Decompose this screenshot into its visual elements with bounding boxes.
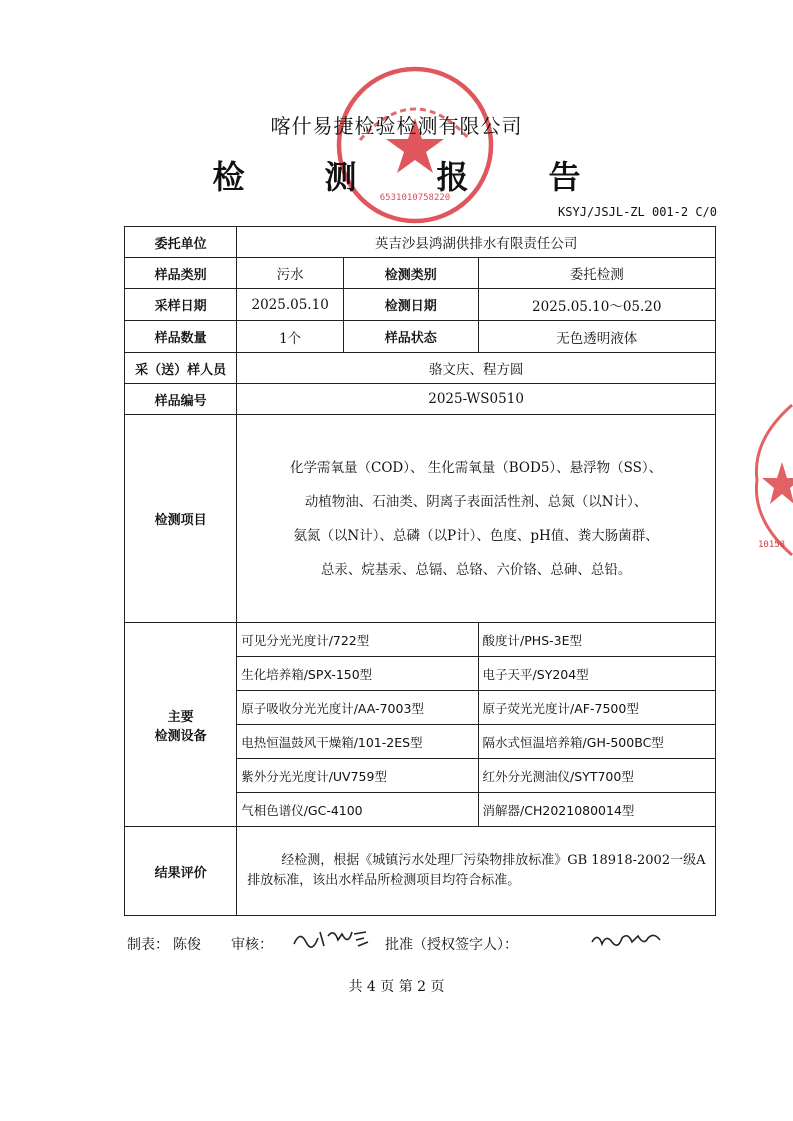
table-row bbox=[125, 353, 716, 384]
partial-seal bbox=[752, 400, 793, 560]
equipment-item: 气相色谱仪/GC-4100 bbox=[237, 793, 478, 827]
company-seal bbox=[330, 60, 500, 230]
client-label: 委托单位 bbox=[125, 227, 237, 258]
approve-label: 批准（授权签字人）： bbox=[385, 937, 518, 953]
qty-label: 样品数量 bbox=[125, 321, 237, 353]
item-line: 氨氮（以N计）、总磷（以P计）、色度、pH值、粪大肠菌群、 bbox=[293, 527, 659, 544]
report-title bbox=[0, 152, 793, 198]
sampler-label: 采（送）样人员 bbox=[125, 353, 237, 384]
prepared-by: 陈俊 bbox=[173, 937, 201, 953]
sampler-value: 骆文庆、程方圆 bbox=[237, 353, 716, 384]
items-label: 检测项目 bbox=[125, 415, 237, 623]
conclusion-label: 结果评价 bbox=[125, 827, 237, 916]
equipment-row bbox=[125, 623, 716, 657]
state-label: 样品状态 bbox=[344, 321, 478, 353]
equipment-item: 消解器/CH2021080014型 bbox=[478, 793, 715, 827]
item-line: 总汞、烷基汞、总镉、总铬、六价铬、总砷、总铅。 bbox=[320, 561, 632, 578]
sample-no-label: 样品编号 bbox=[125, 384, 237, 415]
equipment-item: 生化培养箱/SPX-150型 bbox=[237, 657, 478, 691]
table-row bbox=[125, 258, 716, 289]
equipment-item: 隔水式恒温培养箱/GH-500BC型 bbox=[478, 725, 715, 759]
test-type-value: 委托检测 bbox=[478, 258, 715, 289]
conclusion-text: 经检测，根据《城镇污水处理厂污染物排放标准》GB 18918-2002一级A排放标准，该出水样品所检测项目均符合标准。 bbox=[237, 827, 716, 916]
category-value: 污水 bbox=[237, 258, 344, 289]
table-row bbox=[125, 384, 716, 415]
equipment-item: 可见分光光度计/722型 bbox=[237, 623, 478, 657]
company-name: 喀什易捷检验检测有限公司 bbox=[270, 114, 523, 138]
title-char: 报 bbox=[436, 158, 469, 196]
table-row bbox=[125, 415, 716, 623]
report-table bbox=[124, 226, 716, 916]
title-char: 检 bbox=[212, 158, 245, 196]
equipment-item: 红外分光测油仪/SYT700型 bbox=[478, 759, 715, 793]
test-type-label: 检测类别 bbox=[344, 258, 478, 289]
items-list bbox=[237, 415, 716, 623]
category-label: 样品类别 bbox=[125, 258, 237, 289]
title-char: 测 bbox=[324, 158, 357, 196]
table-row bbox=[125, 289, 716, 321]
equipment-label bbox=[125, 623, 237, 827]
prepared-label: 制表： bbox=[127, 937, 169, 953]
approver-signature bbox=[588, 928, 664, 952]
page-info: 共 4 页 第 2 页 bbox=[348, 979, 445, 995]
equipment-label-line: 主要 bbox=[167, 709, 194, 725]
review-label: 审核： bbox=[231, 937, 273, 953]
svg-text:10158: 10158 bbox=[758, 540, 786, 550]
equipment-item: 原子荧光光度计/AF-7500型 bbox=[478, 691, 715, 725]
item-line: 动植物油、石油类、阴离子表面活性剂、总氮（以N计）、 bbox=[304, 493, 648, 510]
equipment-item: 紫外分光光度计/UV759型 bbox=[237, 759, 478, 793]
equipment-item: 原子吸收分光光度计/AA-7003型 bbox=[237, 691, 478, 725]
table-row bbox=[125, 227, 716, 258]
sample-date-label: 采样日期 bbox=[125, 289, 237, 321]
test-date-label: 检测日期 bbox=[344, 289, 478, 321]
equipment-label-line: 检测设备 bbox=[154, 728, 207, 744]
equipment-item: 电热恒温鼓风干燥箱/101-2ES型 bbox=[237, 725, 478, 759]
reviewer-signature bbox=[290, 926, 370, 952]
state-value: 无色透明液体 bbox=[478, 321, 715, 353]
table-row bbox=[125, 321, 716, 353]
equipment-item: 酸度计/PHS-3E型 bbox=[478, 623, 715, 657]
svg-text:6531010758220: 6531010758220 bbox=[379, 193, 451, 203]
qty-value: 1个 bbox=[237, 321, 344, 353]
item-line: 化学需氧量（COD）、 生化需氧量（BOD5）、悬浮物（SS）、 bbox=[290, 459, 663, 476]
client-value: 英吉沙县鸿湖供排水有限责任公司 bbox=[237, 227, 716, 258]
sample-date-value: 2025.05.10 bbox=[237, 289, 344, 321]
sample-no-value: 2025-WS0510 bbox=[237, 384, 716, 415]
title-char: 告 bbox=[548, 158, 581, 196]
test-date-value: 2025.05.10～05.20 bbox=[478, 289, 715, 321]
table-row bbox=[125, 827, 716, 916]
doc-number: KSYJ/JSJL-ZL 001-2 C/0 bbox=[558, 205, 717, 219]
equipment-item: 电子天平/SY204型 bbox=[478, 657, 715, 691]
